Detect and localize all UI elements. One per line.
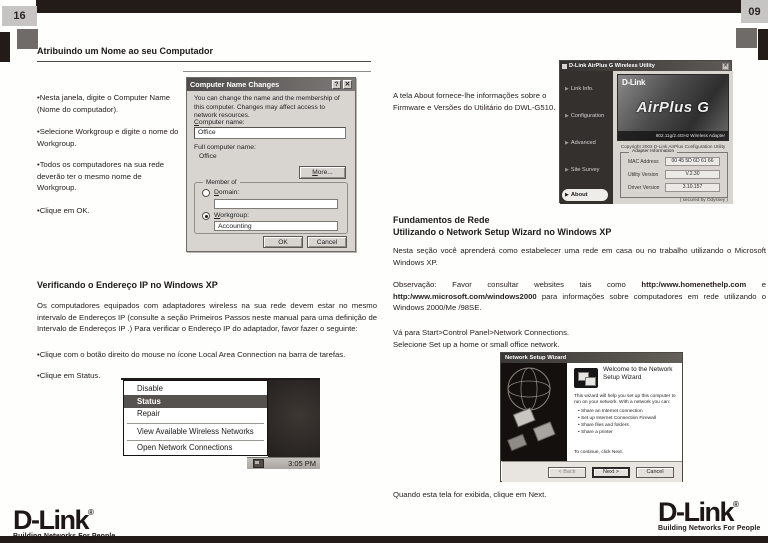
wizard-bullet: • Set up Internet Connection Firewall <box>578 416 656 421</box>
network-icon[interactable] <box>253 459 264 468</box>
cancel-button[interactable]: Cancel <box>307 236 347 248</box>
adapter-type-label: 802.11g/2.4GHz Wireless Adapter <box>618 131 728 140</box>
dialog-intro-text: You can change the name and the membership of this computer. Changes may affect access to network resources. <box>194 95 340 119</box>
next-button[interactable]: Next > <box>592 467 630 478</box>
airplus-banner <box>617 74 729 141</box>
section-heading-fundamentos <box>393 215 611 238</box>
heading-line-2: Utilizando o Network Setup Wizard no Windows XP <box>393 226 612 237</box>
airplus-g-logo: AirPlus G <box>636 99 710 116</box>
sidebar-item-about[interactable]: ▶ About <box>562 189 608 201</box>
context-menu-screenshot <box>120 378 320 469</box>
connection-context-menu <box>123 380 268 456</box>
globe-network-graphic <box>501 363 567 461</box>
ip-paragraph: Os computadores equipados com adaptadores wireless na sua rede devem estar no mesmo intervalo de Endereços IP (consulte a seção Primeiros Passos neste manual para uma definição de Intervalo de Endereços IP .) Para verificar o Endereço IP do adaptador, favor fazer o seguinte: <box>37 301 377 333</box>
back-button[interactable]: < Back <box>548 467 586 478</box>
screenshot-frame-line <box>183 71 371 72</box>
dlink-footer-logo-right <box>658 492 760 532</box>
full-computer-name-value: Office <box>199 153 217 160</box>
driver-version-value: 3.10.157 <box>665 183 720 192</box>
workgroup-input[interactable]: Accounting <box>214 221 338 231</box>
utility-title: D-Link AirPlus G Wireless Utility <box>569 63 655 69</box>
app-icon <box>562 64 567 69</box>
driver-version-label: Driver Version <box>628 185 660 191</box>
wizard-bullet: • Share an Internet connection <box>578 409 643 414</box>
computers-icon <box>574 368 598 388</box>
mac-address-value: 00 45 5D 6D 61 66 <box>665 157 720 166</box>
registered-mark: ® <box>733 500 739 509</box>
close-icon[interactable]: ✕ <box>723 62 728 69</box>
deco-bar-right <box>758 29 768 60</box>
desktop-background <box>268 380 320 469</box>
page-number-left: 16 <box>2 6 37 26</box>
instruction-bullet: •Clique em OK. <box>37 206 90 215</box>
full-computer-name-label: Full computer name: <box>194 144 256 151</box>
chevron-right-icon: ▶ <box>565 192 569 198</box>
instruction-bullet: •Todos os computadores na sua rede deverão ter o mesmo nome de Workgroup. <box>37 160 165 192</box>
menu-item-disable[interactable]: Disable <box>137 384 164 393</box>
deco-bar-left <box>0 32 10 62</box>
menu-item-open-connections[interactable]: Open Network Connections <box>137 443 233 452</box>
dialog-titlebar <box>187 78 355 91</box>
member-of-label: Member of <box>203 179 240 186</box>
network-setup-wizard-window <box>500 352 683 482</box>
copyright-text: Copyright 2003 D-Link AirPlus Configuration Utility <box>620 144 726 149</box>
top-band <box>36 0 741 13</box>
utility-version-value: V.2.30 <box>665 170 720 179</box>
computer-name-input[interactable]: Office <box>194 127 346 139</box>
utility-sidebar <box>560 71 613 204</box>
member-of-group <box>194 179 348 234</box>
wizard-bullet: • Share files and folders <box>578 423 629 428</box>
registered-mark: ® <box>88 508 94 517</box>
wizard-intro-text: This wizard will help you set up this computer to run on your network. With a network you can: <box>574 394 676 405</box>
computer-name-label: Computer name: <box>194 119 245 126</box>
dlink-tagline: Building Networks For People <box>13 533 116 540</box>
domain-radio[interactable] <box>202 189 210 197</box>
more-button[interactable]: M ore... <box>299 166 346 179</box>
domain-input[interactable] <box>214 199 338 209</box>
sidebar-item-advanced[interactable]: ▶ Advanced <box>565 140 596 146</box>
cancel-button[interactable]: Cancel <box>636 467 674 478</box>
domain-label: Domain: <box>214 189 240 196</box>
section-heading-ip: Verificando o Endereço IP no Windows XP <box>37 280 218 290</box>
observation-text: Observação: Favor consultar websites tais como <box>393 280 642 289</box>
wizard-bullet: • Share a printer <box>578 430 613 435</box>
section-heading-computer-name: Atribuindo um Nome ao seu Computador <box>37 46 371 62</box>
sidebar-item-site-survey[interactable]: ▶ Site Survey <box>565 167 600 173</box>
close-icon[interactable]: ✕ <box>344 81 351 88</box>
instruction-bullet: •Nesta janela, digite o Computer Name (Nome do computador). <box>37 93 171 114</box>
go-to-path-text: Vá para Start>Control Panel>Network Connections. <box>393 328 570 337</box>
sidebar-item-link-info[interactable]: ▶ Link Info. <box>565 86 594 92</box>
utility-version-label: Utility Version <box>628 172 659 178</box>
taskbar-clock: 3:05 PM <box>288 459 316 468</box>
adapter-information-group <box>620 149 728 198</box>
network-paragraph-2: Observação: Favor consultar websites tais como http:/www.homenethelp.com e http:/www.microsoft.com/windows2000 para informações sobre computadores em rede utilizando o Windows 2000/Me /98SE. <box>393 280 766 312</box>
wizard-titlebar: Network Setup Wizard <box>501 353 682 363</box>
heading-line-1: Fundamentos de Rede <box>393 215 490 225</box>
airplus-utility-window <box>559 60 732 203</box>
page-number-right: 09 <box>741 0 768 23</box>
network-paragraph-3 <box>393 327 766 350</box>
secured-by-text: ( secured by Odyssey ) <box>679 197 728 202</box>
adapter-information-label: Adapter Information <box>629 149 677 154</box>
workgroup-radio[interactable] <box>202 212 210 220</box>
instruction-bullet: •Selecione Workgroup e digite o nome do Workgroup. <box>37 127 179 148</box>
menu-separator <box>127 423 264 424</box>
sidebar-item-configuration[interactable]: ▶ Configuration <box>565 113 605 119</box>
wizard-button-row <box>502 461 682 482</box>
wizard-welcome-title: Welcome to the Network Setup Wizard <box>603 366 673 381</box>
select-option-text: Selecione Set up a home or small office network. <box>393 339 560 349</box>
ok-button[interactable]: OK <box>263 236 303 248</box>
menu-item-repair[interactable]: Repair <box>137 409 160 418</box>
wizard-continue-note: To continue, click Next. <box>574 450 624 455</box>
dlink-wordmark: D-Link® <box>13 505 94 535</box>
instruction-bullet: •Clique em Status. <box>37 371 101 380</box>
wizard-side-graphic <box>501 363 567 461</box>
mac-address-label: MAC Address <box>628 159 659 165</box>
instruction-bullet: •Clique com o botão direito do mouse no ícone Local Area Connection na barra de tarefas. <box>37 350 346 359</box>
taskbar <box>247 457 320 469</box>
dlink-tagline: Building Networks For People <box>658 525 761 532</box>
workgroup-label: Workgroup: <box>214 212 250 219</box>
chevron-right-icon: ▶ <box>565 86 569 92</box>
dlink-logo: D-Link <box>622 78 646 87</box>
wizard-caption: Quando esta tela for exibida, clique em Next. <box>393 490 547 499</box>
dlink-footer-logo-left <box>13 500 115 540</box>
chevron-right-icon: ▶ <box>565 167 569 173</box>
chevron-right-icon: ▶ <box>565 140 569 146</box>
computer-name-changes-dialog <box>186 77 356 252</box>
deco-square-right <box>736 28 757 48</box>
menu-item-view-wireless[interactable]: View Available Wireless Networks <box>137 427 254 436</box>
dialog-title: Computer Name Changes <box>190 80 280 89</box>
deco-square-left <box>17 29 38 49</box>
menu-separator <box>127 440 264 441</box>
homenethelp-url: http:/www.homenethelp.com <box>641 280 747 289</box>
utility-titlebar <box>560 61 731 71</box>
help-icon[interactable]: ? <box>332 80 341 89</box>
microsoft-url: http:/www.microsoft.com/windows2000 <box>393 291 537 301</box>
wizard-bullet-list <box>578 408 680 436</box>
dlink-wordmark: D-Link® <box>658 497 739 527</box>
network-paragraph-1: Nesta seção você aprenderá como estabelecer uma rede em casa ou no trabalho utilizando o Microsoft Windows XP. <box>393 246 766 267</box>
menu-item-status[interactable]: Status <box>124 395 267 408</box>
about-description: A tela About fornece-lhe informações sobre o Firmware e Versões do Utilitário do DWL-G510. <box>393 91 556 112</box>
chevron-right-icon: ▶ <box>565 113 569 119</box>
